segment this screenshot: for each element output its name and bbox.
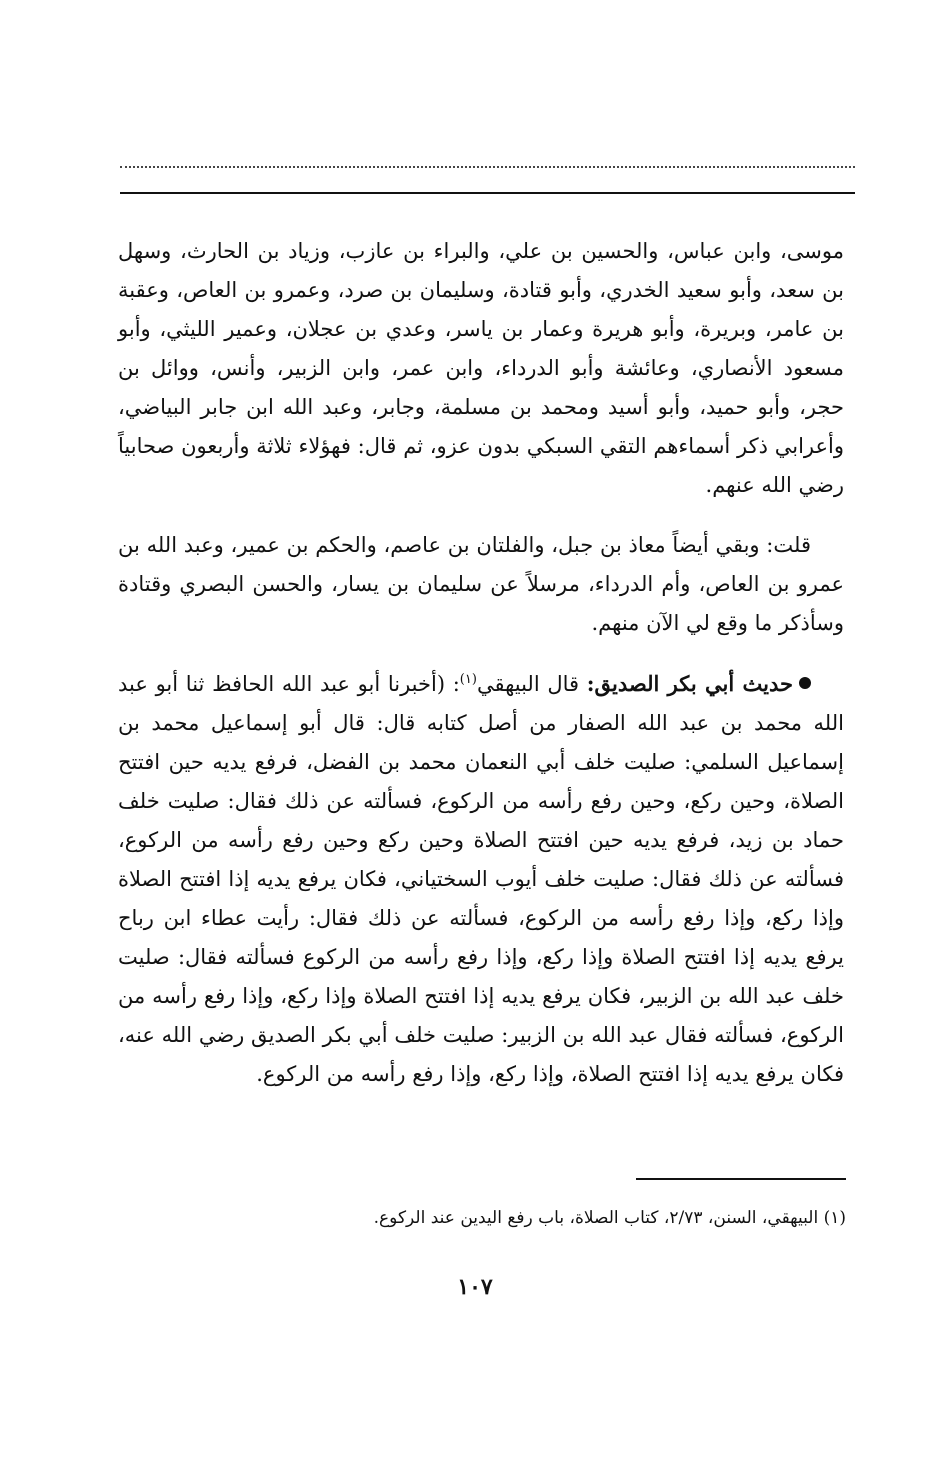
header-dotted-rule <box>120 166 855 168</box>
paragraph-remaining-companions: قلت: وبقي أيضاً معاذ بن جبل، والفلتان بن عاصم، والحكم بن عمير، وعبد الله بن عمرو بن العاص، وأم الدرداء، مرسلاً عن سليمان بن يسار، والحسن البصري وقتادة وسأذكر ما وقع لي الآن منهم. <box>118 533 844 635</box>
footnote: (١) البيهقي، السنن، ٢/٧٣، كتاب الصلاة، باب رفع اليدين عند الركوع. <box>373 1208 846 1228</box>
header-solid-rule <box>120 192 855 194</box>
hadith-text: : (أخبرنا أبو عبد الله الحافظ ثنا أبو عبد الله محمد بن عبد الله الصفار من أصل كتابه قال: قال أبو إسماعيل محمد بن إسماعيل السلمي: صليت خلف أبي النعمان محمد بن الفضل، فرفع يديه حين افتتح الصلاة، وحين ركع، وحين رفع رأسه من الركوع، فسألته عن ذلك فقال: صليت خلف حماد بن زيد، فرفع يديه حين افتتح الصلاة وحين ركع وحين رفع رأسه من الركوع، فسألته عن ذلك فقال: صليت خلف أيوب السختياني، فكان يرفع يديه إذا افتتح الصلاة وإذا ركع، وإذا رفع رأسه من الركوع، فسألته عن ذلك فقال: رأيت عطاء ابن رباح يرفع يديه إذا افتتح الصلاة وإذا ركع، وإذا رفع رأسه من الركوع فسألته فقال: صليت خلف عبد الله بن الزبير، فكان يرفع يديه إذا افتتح الصلاة وإذا ركع، وإذا رفع رأسه من الركوع، فسألته فقال عبد الله بن الزبير: صليت خلف أبي بكر الصديق رضي الله عنه، فكان يرفع يديه إذا افتتح الصلاة، وإذا ركع، وإذا رفع رأسه من الركوع. <box>118 672 844 1086</box>
footnote-reference[interactable]: (١) <box>459 672 477 687</box>
bullet-icon <box>799 677 811 689</box>
paragraph-abu-bakr-hadith <box>118 664 844 1094</box>
main-text <box>118 232 844 1094</box>
hadith-heading: حديث أبي بكر الصديق: <box>586 671 793 696</box>
paragraph-companions-list: موسى، وابن عباس، والحسين بن علي، والبراء بن عازب، وزياد بن الحارث، وسهل بن سعد، وأبو سعيد الخدري، وأبو قتادة، وسليمان بن صرد، وعمرو بن العاص، وعقبة بن عامر، وبريرة، وأبو هريرة وعمار بن ياسر، وعدي بن عجلان، وعمير الليثي، وأبو مسعود الأنصاري، وعائشة وأبو الدرداء، وابن عمر، وابن الزبير، وأنس، ووائل بن حجر، وأبو حميد، وأبو أسيد ومحمد بن مسلمة، وجابر، وعبد الله ابن جابر البياضي، وأعرابي ذكر أسماءهم التقي السبكي بدون عزو، ثم قال: فهؤلاء ثلاثة وأربعون صحابياً رضي الله عنهم. <box>118 239 844 497</box>
footnote-separator <box>636 1178 846 1180</box>
hadith-intro: قال البيهقي <box>476 672 580 696</box>
page-number: ١٠٧ <box>457 1274 493 1300</box>
